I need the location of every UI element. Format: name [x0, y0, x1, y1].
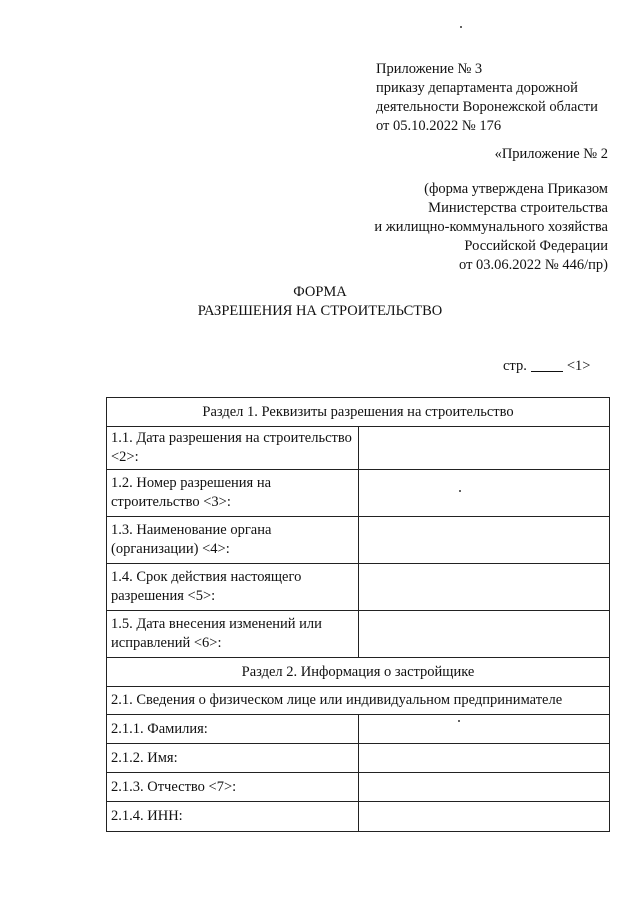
appendix-line: от 05.10.2022 № 176: [376, 118, 502, 134]
field-value-1-5: [358, 611, 610, 658]
page-number-prefix: стр.: [503, 358, 527, 374]
page-number-blank: [531, 371, 563, 372]
field-label-2-1-3: 2.1.3. Отчество <7>:: [107, 773, 359, 802]
approval-line: и жилищно-коммунального хозяйства: [374, 219, 608, 235]
section-row: [107, 658, 610, 687]
appendix-line: Приложение № 3: [376, 61, 483, 77]
approval-line: Российской Федерации: [464, 238, 608, 254]
appendix-2-title: «Приложение № 2: [494, 146, 608, 162]
field-value-1-2: [358, 470, 610, 517]
field-label-1-3: 1.3. Наименование органа (организации) <4>:: [107, 517, 359, 564]
approval-line: (форма утверждена Приказом: [424, 181, 608, 197]
form-title-line1: ФОРМА: [293, 284, 347, 300]
field-value-1-1: [358, 427, 610, 470]
permit-form-table: [106, 397, 610, 832]
section-2-header: Раздел 2. Информация о застройщике: [107, 658, 610, 687]
subsection-2-1-header: 2.1. Сведения о физическом лице или индивидуальном предпринимателе: [107, 687, 610, 715]
field-label-1-4: 1.4. Срок действия настоящего разрешения <5>:: [107, 564, 359, 611]
scan-speck: [459, 490, 461, 492]
section-row: [107, 398, 610, 427]
approval-line: от 03.06.2022 № 446/пр): [459, 257, 608, 273]
field-value-2-1-3: [358, 773, 610, 802]
field-label-1-2: 1.2. Номер разрешения на строительство <3>:: [107, 470, 359, 517]
field-value-1-4: [358, 564, 610, 611]
table-row: [107, 611, 610, 658]
field-label-1-5: 1.5. Дата внесения изменений или исправлений <6>:: [107, 611, 359, 658]
subsection-row: [107, 687, 610, 715]
approval-line: Министерства строительства: [428, 200, 608, 216]
appendix-line: деятельности Воронежской области: [376, 99, 598, 115]
page-number-suffix: <1>: [566, 358, 591, 374]
field-label-2-1-2: 2.1.2. Имя:: [107, 744, 359, 773]
scan-speck: [458, 720, 460, 722]
field-value-2-1-1: [358, 715, 610, 744]
form-title-line2: РАЗРЕШЕНИЯ НА СТРОИТЕЛЬСТВО: [197, 303, 443, 319]
field-label-2-1-1: 2.1.1. Фамилия:: [107, 715, 359, 744]
table-row: [107, 802, 610, 832]
field-label-1-1: 1.1. Дата разрешения на строительство <2>:: [107, 427, 359, 470]
section-1-header: Раздел 1. Реквизиты разрешения на строительство: [107, 398, 610, 427]
table-row: [107, 564, 610, 611]
table-row: [107, 470, 610, 517]
table-row: [107, 744, 610, 773]
form-title: [0, 283, 640, 321]
table-row: [107, 427, 610, 470]
appendix-line: приказу департамента дорожной: [376, 80, 578, 96]
field-value-2-1-4: [358, 802, 610, 832]
table-row: [107, 517, 610, 564]
page-number: [503, 358, 590, 375]
table-row: [107, 773, 610, 802]
scan-speck: [460, 26, 462, 28]
approval-note: [374, 180, 608, 275]
field-value-1-3: [358, 517, 610, 564]
table-row: [107, 715, 610, 744]
field-label-2-1-4: 2.1.4. ИНН:: [107, 802, 359, 832]
appendix-header: [376, 60, 598, 136]
field-value-2-1-2: [358, 744, 610, 773]
